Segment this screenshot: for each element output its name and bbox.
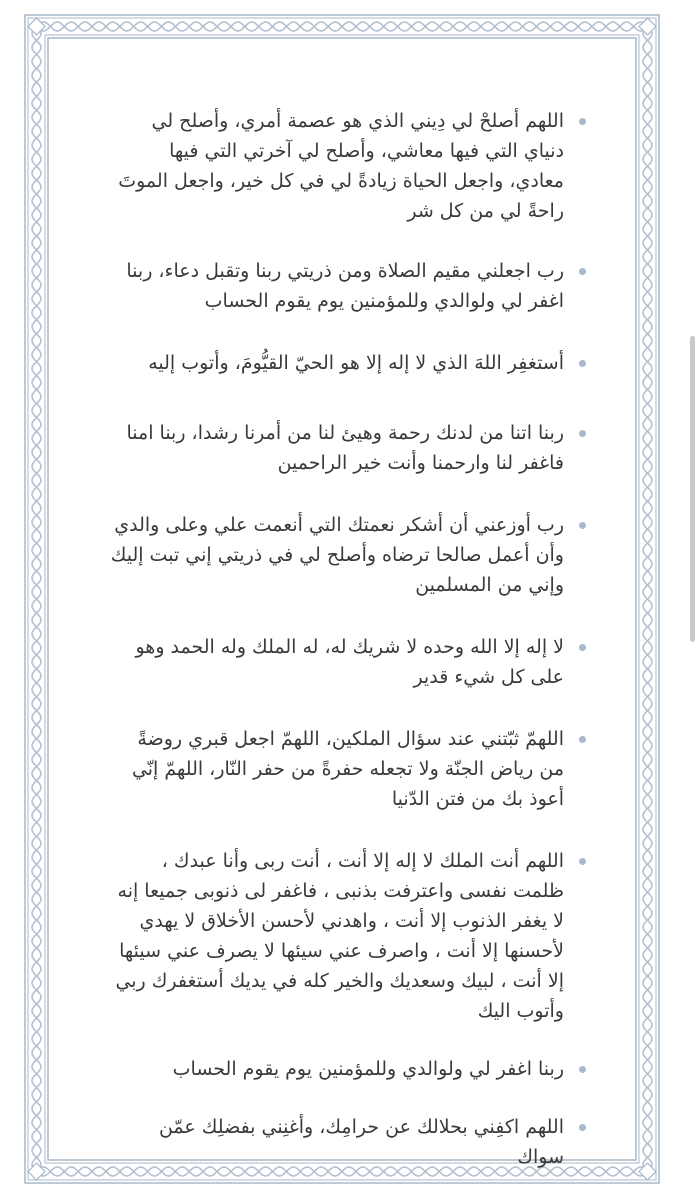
corner-ornament: [639, 18, 656, 35]
dua-item: [110, 418, 586, 478]
dua-list: [110, 106, 586, 1172]
dua-text: رب أوزعني أن أشكر نعمتك التي أنعمت علي وعلى والدي وأن أعمل صالحا ترضاه وأصلح لي في ذريتي إني تبت إليك وإني من المسلمين: [110, 514, 564, 596]
decorative-frame: [24, 14, 660, 1184]
corner-ornament: [28, 1163, 45, 1180]
bullet-icon: [579, 1124, 586, 1131]
bullet-icon: [579, 268, 586, 275]
dua-item: [110, 256, 586, 316]
bullet-icon: [579, 736, 586, 743]
bullet-icon: [579, 1066, 586, 1073]
dua-text: ربنا اغفر لي ولوالدي وللمؤمنين يوم يقوم الحساب: [172, 1058, 564, 1080]
dua-text: اللهم أصلحْ لي دِيني الذي هو عصمة أمري، وأصلح لي دنياي التي فيها معاشي، وأصلح لي آخرتي التي فيها معادي، واجعل الحياة زيادةً لي في كل خير، واجعل الموتَ راحةً لي من كل شر: [118, 110, 564, 222]
dua-item: [110, 1054, 586, 1084]
dua-item: [110, 510, 586, 600]
dua-text: اللهمّ ثبّتني عند سؤال الملكين، اللهمّ اجعل قبري روضةً من رياض الجنّة ولا تجعله حفرةً من حفر النّار، اللهمّ إنّي أعوذ بك من فتن الدّنيا: [131, 728, 564, 810]
dua-content: [110, 106, 586, 1172]
corner-ornament: [28, 18, 45, 35]
dua-item: [110, 632, 586, 692]
dua-text: ربنا اتنا من لدنك رحمة وهيئ لنا من أمرنا رشدا، ربنا امنا فاغفر لنا وارحمنا وأنت خير الراحمين: [126, 422, 564, 474]
bullet-icon: [579, 522, 586, 529]
dua-item: [110, 1112, 586, 1172]
bullet-icon: [579, 360, 586, 367]
braid-strand: [37, 22, 648, 31]
bullet-icon: [579, 430, 586, 437]
dua-item: [110, 724, 586, 814]
bullet-icon: [579, 118, 586, 125]
dua-item: [110, 846, 586, 1026]
dua-item: [110, 348, 586, 378]
dua-text: لا إله إلا الله وحده لا شريك له، له الملك وله الحمد وهو على كل شيء قدير: [135, 636, 564, 688]
dua-text: اللهم أنت الملك لا إله إلا أنت ، أنت ربى وأنا عبدك ، ظلمت نفسى واعترفت بذنبى ، فاغفر لى ذنوبى جميعا إنه لا يغفر الذنوب إلا أنت ، واهدني لأحسن الأخلاق لا يهدي لأحسنها إلا أنت ، واصرف عني سيئها لا يصرف عني سيئها إلا أنت ، لبيك وسعديك والخير كله في يديك أستغفرك ربي وأتوب اليك: [115, 850, 564, 1022]
bullet-icon: [579, 858, 586, 865]
bullet-icon: [579, 644, 586, 651]
dua-text: أستغفِر اللهَ الذي لا إله إلا هو الحيّ القيُّومَ، وأتوب إليه: [148, 352, 564, 374]
scrollbar-thumb[interactable]: [690, 336, 695, 642]
dua-text: رب اجعلني مقيم الصلاة ومن ذريتي ربنا وتقبل دعاء، ربنا اغفر لي ولوالدي وللمؤمنين يوم يقوم الحساب: [126, 260, 564, 312]
corner-ornament: [639, 1163, 656, 1180]
dua-item: [110, 106, 586, 226]
dua-text: اللهم اكفِني بحلالك عن حرامِك، وأغنِني بفضلِك عمّن سواك: [158, 1116, 564, 1168]
